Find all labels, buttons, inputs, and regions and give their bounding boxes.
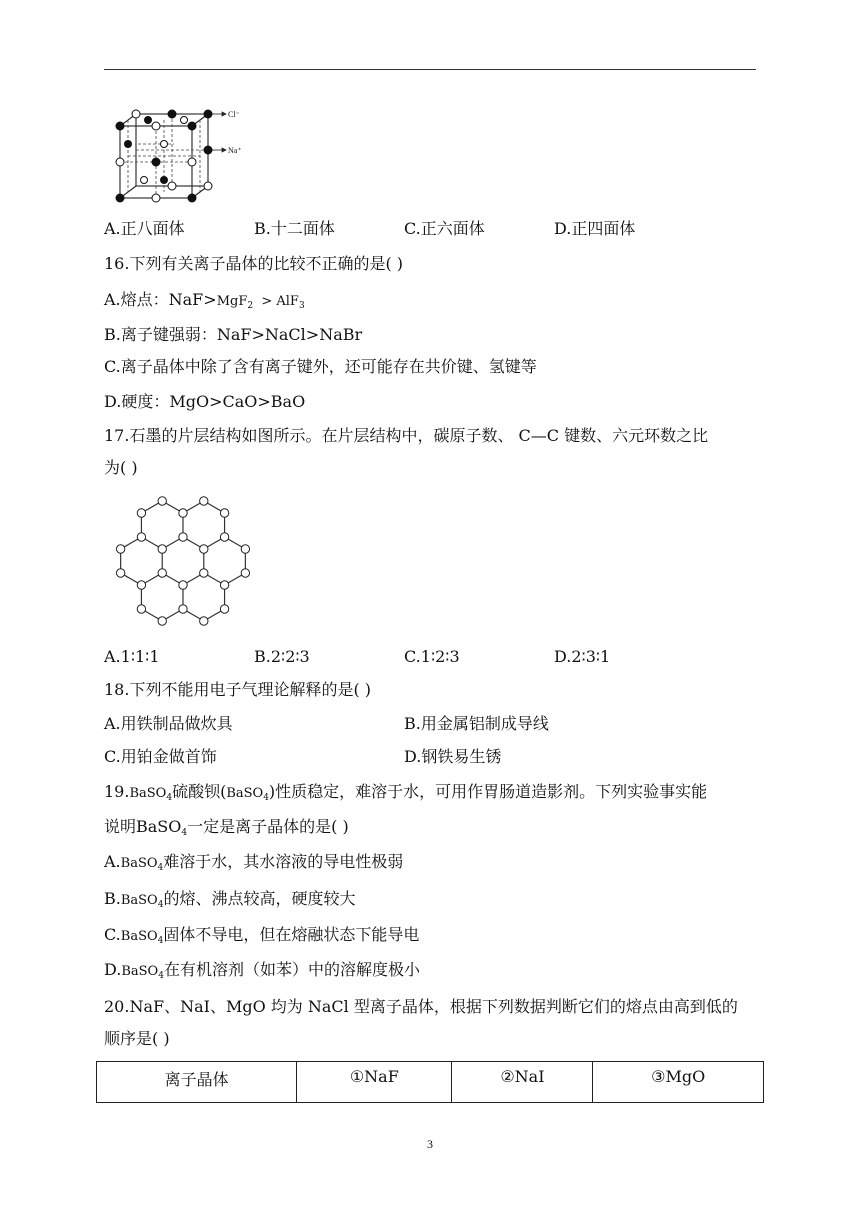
carbon-atom: [179, 509, 187, 517]
carbon-atom: [220, 605, 228, 613]
q16-a-mgf: MgF: [216, 294, 248, 309]
q16-stem: 16.下列有关离子晶体的比较不正确的是( ): [104, 254, 404, 273]
carbon-atom: [179, 581, 187, 589]
graphite-layer-figure: [104, 488, 264, 634]
carbon-atom: [137, 581, 145, 589]
table-header-row: [97, 1062, 764, 1103]
melting-point-table: [96, 1061, 764, 1103]
q16-a-prefix: A.熔点：NaF>: [104, 290, 217, 309]
carbon-atom: [241, 545, 249, 553]
q15-option-a[interactable]: A.正八面体: [104, 219, 185, 238]
carbon-atom: [220, 581, 228, 589]
q17-option-c[interactable]: C.1∶2∶3: [404, 647, 460, 666]
q17-option-b[interactable]: B.2∶2∶3: [254, 647, 310, 666]
carbon-atom: [158, 545, 166, 553]
q17-stem-line1: 17.石墨的片层结构如图所示。在片层结构中，碳原子数、 C—C 键数、六元环数之比: [104, 426, 709, 445]
q17-stem-line2: 为( ): [104, 458, 138, 477]
carbon-atom: [220, 533, 228, 541]
carbon-atom: [158, 497, 166, 505]
q18-option-a[interactable]: A.用铁制品做炊具: [104, 714, 233, 733]
table-header-cell: ②NaI: [452, 1062, 593, 1103]
carbon-atom: [158, 569, 166, 577]
carbon-atom: [137, 509, 145, 517]
q18-option-d[interactable]: D.钢铁易生锈: [404, 747, 502, 766]
q19-option-c[interactable]: C.BaSO$_4$固体不导电，但在熔融状态下能导电: [104, 925, 420, 946]
q16-option-b[interactable]: B.离子键强弱：NaF>NaCl>NaBr: [104, 325, 363, 344]
header-rule: [104, 69, 756, 70]
q15-option-d[interactable]: D.正四面体: [554, 219, 636, 238]
table-header-cell: ③MgO: [593, 1062, 764, 1103]
carbon-atom: [116, 569, 124, 577]
q15-option-c[interactable]: C.正六面体: [404, 219, 485, 238]
carbon-atom: [137, 605, 145, 613]
q15-option-b[interactable]: B.十二面体: [254, 219, 335, 238]
carbon-atom: [158, 617, 166, 625]
carbon-atom: [116, 545, 124, 553]
q19-option-d[interactable]: D.BaSO$_4$在有机溶剂（如苯）中的溶解度极小: [104, 960, 420, 981]
table-header-cell: 离子晶体: [97, 1062, 297, 1103]
carbon-atom: [200, 569, 208, 577]
nacl-crystal-figure: [108, 104, 248, 204]
q16-option-c[interactable]: C.离子晶体中除了含有离子键外，还可能存在共价键、氢键等: [104, 357, 537, 376]
na-ion-label: Na⁺: [228, 146, 242, 155]
q16-a-alf: > AlF: [253, 294, 299, 309]
q20-stem-line2: 顺序是( ): [104, 1029, 170, 1048]
cl-ion-label: Cl⁻: [228, 110, 240, 119]
q17-option-a[interactable]: A.1∶1∶1: [104, 647, 160, 666]
q16-option-a[interactable]: A.熔点：NaF>MgF$_2$ > AlF$_3$: [104, 290, 305, 311]
carbon-atom: [220, 509, 228, 517]
q20-stem-line1: 20.NaF、NaI、MgO 均为 NaCl 型离子晶体，根据下列数据判断它们的熔点由高到低的: [104, 997, 738, 1016]
q19-option-b[interactable]: B.BaSO$_4$的熔、沸点较高，硬度较大: [104, 889, 356, 910]
q16-option-d[interactable]: D.硬度：MgO>CaO>BaO: [104, 392, 306, 411]
q18-option-b[interactable]: B.用金属铝制成导线: [404, 714, 549, 733]
carbon-atom: [200, 497, 208, 505]
table-header-cell: ①NaF: [297, 1062, 452, 1103]
carbon-atom: [241, 569, 249, 577]
carbon-atom: [137, 533, 145, 541]
carbon-atom: [179, 533, 187, 541]
q19-option-a[interactable]: A.BaSO$_4$难溶于水，其水溶液的导电性极弱: [104, 852, 404, 873]
carbon-atom: [179, 605, 187, 613]
q18-stem: 18.下列不能用电子气理论解释的是( ): [104, 680, 372, 699]
carbon-atom: [200, 617, 208, 625]
q19-stem-line2: 说明BaSO$_4$一定是离子晶体的是( ): [104, 817, 349, 838]
q17-option-d[interactable]: D.2∶3∶1: [554, 647, 611, 666]
q19-stem-line1: 19.BaSO$_4$硫酸钡(BaSO$_4$)性质稳定，难溶于水，可用作胃肠道造影剂。下列实验事实能: [104, 782, 708, 803]
carbon-atom: [200, 545, 208, 553]
page-number: 3: [427, 1137, 433, 1151]
q18-option-c[interactable]: C.用铂金做首饰: [104, 747, 217, 766]
